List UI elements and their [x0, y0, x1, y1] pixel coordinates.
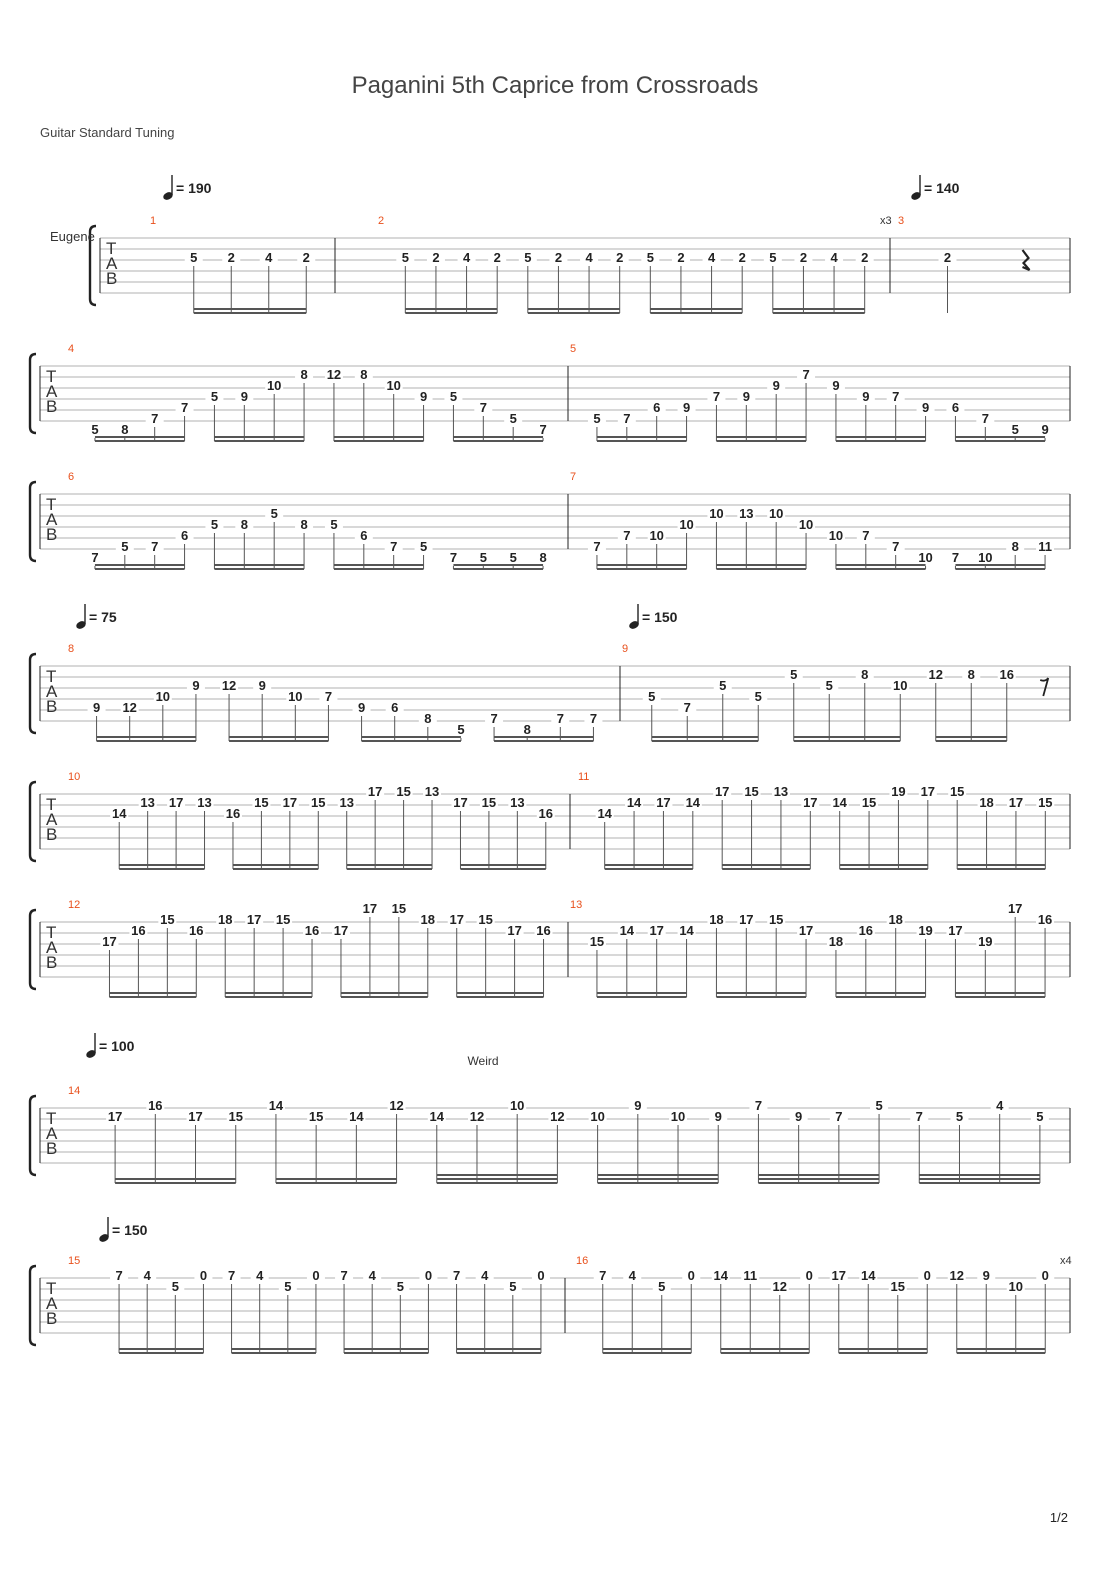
fret-number: 0: [312, 1268, 320, 1283]
fret-number: 7: [593, 539, 601, 554]
fret-number: 9: [1041, 422, 1049, 437]
fret-number: 5: [875, 1098, 883, 1113]
fret-number: 12: [550, 1109, 565, 1124]
tempo-marking: = 190: [176, 180, 212, 196]
fret-number: 13: [197, 795, 212, 810]
fret-number: 7: [599, 1268, 607, 1283]
fret-number: 9: [862, 389, 870, 404]
fret-number: 17: [449, 912, 464, 927]
fret-number: 2: [432, 250, 440, 265]
fret-number: 5: [457, 722, 465, 737]
fret-number: 16: [1037, 912, 1053, 927]
fret-number: 5: [270, 506, 278, 521]
fret-number: 10: [509, 1098, 525, 1113]
fret-number: 7: [479, 400, 487, 415]
fret-number: 17: [948, 923, 963, 938]
tab-clef-letter: A: [46, 510, 58, 529]
tempo-marking: = 150: [642, 609, 678, 625]
fret-number: 14: [619, 923, 635, 938]
fret-number: 12: [949, 1268, 964, 1283]
tab-clef-letter: B: [46, 1309, 58, 1328]
fret-number: 17: [831, 1268, 846, 1283]
fret-number: 18: [979, 795, 994, 810]
fret-number: 0: [537, 1268, 545, 1283]
fret-number: 7: [449, 550, 458, 565]
fret-number: 0: [424, 1268, 433, 1283]
tab-clef-letter: T: [46, 667, 57, 686]
fret-number: 9: [419, 389, 428, 404]
fret-number: 17: [333, 923, 349, 938]
fret-number: 7: [452, 1268, 461, 1283]
fret-number: 14: [713, 1268, 728, 1283]
fret-number: 2: [799, 250, 808, 265]
fret-number: 11: [743, 1268, 758, 1283]
fret-number: 7: [180, 400, 189, 415]
fret-number: 2: [302, 250, 310, 265]
fret-number: 5: [769, 250, 777, 265]
fret-number: 5: [658, 1279, 666, 1294]
section-marker: Weird: [467, 1054, 499, 1068]
tab-clef-letter: T: [46, 1279, 57, 1298]
fret-number: 7: [951, 550, 960, 565]
fret-number: 16: [225, 806, 241, 821]
fret-number: 18: [217, 912, 233, 927]
fret-number: 15: [589, 934, 605, 949]
fret-number: 10: [918, 550, 933, 565]
fret-number: 9: [258, 678, 266, 693]
tab-clef-letter: B: [46, 825, 58, 844]
fret-number: 5: [790, 667, 798, 682]
fret-number: 5: [330, 517, 338, 532]
measure-number: 10: [68, 771, 81, 783]
measure-number: 3: [898, 215, 905, 227]
fret-number: 10: [266, 378, 282, 393]
tab-clef-letter: B: [46, 397, 58, 416]
measure-number: 4: [68, 343, 75, 355]
fret-number: 15: [308, 1109, 324, 1124]
fret-number: 17: [920, 784, 936, 799]
fret-number: 12: [221, 678, 237, 693]
fret-number: 14: [597, 806, 612, 821]
fret-number: 10: [768, 506, 784, 521]
system-bracket: [30, 654, 36, 733]
tab-clef-letter: A: [46, 938, 58, 957]
fret-number: 10: [1008, 1279, 1023, 1294]
measure-number: 9: [622, 643, 629, 655]
fret-number: 10: [288, 689, 303, 704]
fret-number: 12: [122, 700, 137, 715]
fret-number: 16: [536, 923, 551, 938]
fret-number: 7: [390, 539, 398, 554]
fret-number: 10: [670, 1109, 686, 1124]
fret-number: 5: [509, 411, 517, 426]
fret-number: 0: [805, 1268, 813, 1283]
fret-number: 7: [754, 1098, 763, 1113]
fret-number: 17: [168, 795, 184, 810]
fret-number: 12: [326, 367, 342, 382]
fret-number: 8: [967, 667, 975, 682]
fret-number: 5: [509, 1279, 517, 1294]
fret-number: 2: [861, 250, 869, 265]
fret-number: 9: [357, 700, 366, 715]
fret-number: 15: [391, 901, 407, 916]
fret-number: 8: [300, 367, 308, 382]
fret-number: 16: [304, 923, 320, 938]
fret-number: 0: [687, 1268, 695, 1283]
fret-number: 5: [171, 1279, 179, 1294]
repeat-count: x3: [880, 215, 892, 227]
fret-number: 4: [481, 1268, 489, 1283]
fret-number: 7: [556, 711, 564, 726]
fret-number: 14: [268, 1098, 284, 1113]
fret-number: 16: [189, 923, 204, 938]
fret-number: 5: [646, 250, 654, 265]
fret-number: 9: [832, 378, 840, 393]
system-bracket: [30, 1096, 36, 1175]
fret-number: 4: [585, 250, 593, 265]
fret-number: 14: [679, 923, 694, 938]
fret-number: 13: [739, 506, 754, 521]
fret-number: 15: [890, 1279, 905, 1294]
fret-number: 16: [148, 1098, 163, 1113]
fret-number: 17: [107, 1109, 123, 1124]
tab-clef-letter: T: [46, 367, 57, 386]
fret-number: 19: [978, 934, 993, 949]
fret-number: 10: [828, 528, 844, 543]
fret-number: 7: [340, 1268, 348, 1283]
fret-number: 4: [830, 250, 838, 265]
fret-number: 15: [311, 795, 326, 810]
fret-number: 10: [386, 378, 401, 393]
fret-number: 15: [949, 784, 965, 799]
tab-clef-letter: A: [46, 1124, 58, 1143]
fret-number: 15: [1038, 795, 1053, 810]
sixteenth-rest-icon: [1040, 678, 1048, 696]
fret-number: 16: [999, 667, 1014, 682]
fret-number: 4: [265, 250, 273, 265]
system-bracket: [30, 1266, 36, 1345]
tab-clef-letter: B: [46, 1139, 58, 1158]
fret-number: 7: [324, 689, 333, 704]
fret-number: 17: [367, 784, 383, 799]
fret-number: 8: [424, 711, 432, 726]
fret-number: 7: [151, 539, 159, 554]
fret-number: 9: [634, 1098, 642, 1113]
measure-number: 6: [68, 471, 75, 483]
fret-number: 10: [649, 528, 664, 543]
fret-number: 16: [858, 923, 874, 938]
fret-number: 8: [1011, 539, 1019, 554]
fret-number: 9: [714, 1109, 722, 1124]
fret-number: 8: [523, 722, 531, 737]
fret-number: 10: [679, 517, 694, 532]
fret-number: 15: [478, 912, 493, 927]
fret-number: 18: [888, 912, 903, 927]
measure-number: 14: [68, 1085, 81, 1097]
fret-number: 15: [768, 912, 784, 927]
tab-clef-letter: T: [46, 1109, 57, 1128]
system-bracket: [30, 354, 36, 433]
fret-number: 9: [982, 1268, 990, 1283]
fret-number: 9: [742, 389, 750, 404]
fret-number: 5: [1036, 1109, 1044, 1124]
fret-number: 5: [593, 411, 601, 426]
fret-number: 10: [893, 678, 908, 693]
fret-number: 2: [227, 250, 235, 265]
fret-number: 7: [91, 550, 99, 565]
tab-clef-letter: B: [106, 269, 118, 288]
fret-number: 8: [300, 517, 308, 532]
fret-number: 7: [623, 411, 631, 426]
fret-number: 15: [744, 784, 759, 799]
fret-number: 17: [649, 923, 664, 938]
measure-number: 2: [378, 215, 385, 227]
tab-clef-letter: T: [46, 495, 57, 514]
fret-number: 7: [835, 1109, 843, 1124]
fret-number: 0: [1041, 1268, 1049, 1283]
fret-number: 10: [978, 550, 993, 565]
fret-number: 7: [683, 700, 691, 715]
fret-number: 7: [712, 389, 721, 404]
fret-number: 5: [1011, 422, 1019, 437]
tab-clef-letter: A: [46, 382, 58, 401]
fret-number: 4: [143, 1268, 151, 1283]
fret-number: 6: [180, 528, 189, 543]
measure-number: 12: [68, 899, 81, 911]
fret-number: 9: [921, 400, 930, 415]
fret-number: 15: [396, 784, 411, 799]
fret-number: 15: [160, 912, 175, 927]
fret-number: 17: [1007, 901, 1023, 916]
fret-number: 7: [862, 528, 870, 543]
fret-number: 9: [682, 400, 691, 415]
fret-number: 0: [199, 1268, 208, 1283]
fret-number: 17: [803, 795, 818, 810]
tempo-marking: = 140: [924, 180, 960, 196]
measure-number: 5: [570, 343, 577, 355]
fret-number: 2: [554, 250, 563, 265]
fret-number: 16: [131, 923, 146, 938]
tab-clef-letter: A: [106, 254, 118, 273]
fret-number: 2: [943, 250, 952, 265]
fret-number: 5: [401, 250, 409, 265]
tempo-marking: = 75: [89, 609, 117, 625]
fret-number: 9: [92, 700, 101, 715]
tab-clef-letter: T: [106, 239, 117, 258]
fret-number: 12: [389, 1098, 404, 1113]
fret-number: 2: [493, 250, 501, 265]
fret-number: 17: [188, 1109, 203, 1124]
fret-number: 10: [155, 689, 171, 704]
fret-number: 6: [951, 400, 960, 415]
track-name: Eugene: [50, 229, 95, 244]
fret-number: 6: [360, 528, 368, 543]
measure-number: 13: [570, 899, 583, 911]
measure-number: 16: [576, 1255, 589, 1267]
tab-clef-letter: T: [46, 923, 57, 942]
fret-number: 7: [227, 1268, 236, 1283]
fret-number: 5: [754, 689, 762, 704]
fret-number: 19: [918, 923, 933, 938]
system-bracket: [30, 782, 36, 861]
fret-number: 5: [719, 678, 727, 693]
tab-clef-letter: B: [46, 953, 58, 972]
fret-number: 7: [589, 711, 598, 726]
fret-number: 5: [121, 539, 129, 554]
page-number: 1/2: [1049, 1510, 1068, 1525]
fret-number: 7: [490, 711, 498, 726]
fret-number: 10: [798, 517, 814, 532]
fret-number: 11: [1038, 539, 1052, 554]
fret-number: 17: [507, 923, 522, 938]
measure-number: 11: [578, 771, 590, 783]
fret-number: 13: [140, 795, 155, 810]
fret-number: 13: [424, 784, 440, 799]
fret-number: 12: [928, 667, 943, 682]
fret-number: 17: [102, 934, 117, 949]
fret-number: 9: [192, 678, 200, 693]
fret-number: 9: [240, 389, 248, 404]
measure-number: 7: [570, 471, 577, 483]
fret-number: 5: [524, 250, 532, 265]
fret-number: 15: [481, 795, 497, 810]
fret-number: 15: [228, 1109, 243, 1124]
fret-number: 8: [539, 550, 547, 565]
fret-number: 4: [256, 1268, 264, 1283]
fret-number: 18: [420, 912, 436, 927]
fret-number: 14: [349, 1109, 364, 1124]
score-title: Paganini 5th Caprice from Crossroads: [351, 72, 759, 99]
fret-number: 14: [832, 795, 847, 810]
fret-number: 14: [861, 1268, 876, 1283]
fret-number: 8: [360, 367, 368, 382]
tab-clef-letter: A: [46, 1294, 58, 1313]
fret-number: 17: [453, 795, 468, 810]
fret-number: 17: [246, 912, 262, 927]
measure-number: 1: [150, 215, 157, 227]
fret-number: 7: [915, 1109, 923, 1124]
fret-number: 7: [802, 367, 810, 382]
fret-number: 17: [282, 795, 298, 810]
fret-number: 0: [923, 1268, 931, 1283]
fret-number: 14: [111, 806, 127, 821]
fret-number: 5: [955, 1109, 964, 1124]
tab-clef-letter: A: [46, 810, 58, 829]
fret-number: 2: [738, 250, 746, 265]
fret-number: 14: [429, 1109, 445, 1124]
fret-number: 4: [628, 1268, 636, 1283]
fret-number: 17: [656, 795, 671, 810]
fret-number: 17: [739, 912, 754, 927]
fret-number: 7: [539, 422, 547, 437]
fret-number: 15: [254, 795, 269, 810]
fret-number: 9: [772, 378, 780, 393]
measure-number: 8: [68, 643, 75, 655]
fret-number: 7: [623, 528, 631, 543]
fret-number: 18: [828, 934, 844, 949]
fret-number: 5: [190, 250, 198, 265]
fret-number: 6: [653, 400, 661, 415]
fret-number: 18: [709, 912, 724, 927]
fret-number: 7: [115, 1268, 123, 1283]
fret-number: 5: [284, 1279, 292, 1294]
fret-number: 12: [772, 1279, 787, 1294]
fret-number: 7: [892, 389, 900, 404]
tab-clef-letter: B: [46, 525, 58, 544]
fret-number: 7: [151, 411, 159, 426]
fret-number: 17: [362, 901, 378, 916]
fret-number: 10: [709, 506, 724, 521]
tab-clef-letter: T: [46, 795, 57, 814]
system-bracket: [30, 910, 36, 989]
fret-number: 5: [396, 1279, 404, 1294]
fret-number: 5: [210, 517, 219, 532]
fret-number: 4: [462, 250, 471, 265]
tab-clef-letter: A: [46, 682, 58, 701]
tempo-marking: = 150: [112, 1222, 148, 1238]
tuning-label: Guitar Standard Tuning: [40, 125, 175, 140]
fret-number: 4: [707, 250, 716, 265]
fret-number: 7: [892, 539, 900, 554]
fret-number: 5: [648, 689, 656, 704]
fret-number: 13: [773, 784, 789, 799]
fret-number: 8: [240, 517, 248, 532]
fret-number: 8: [121, 422, 129, 437]
fret-number: 2: [616, 250, 624, 265]
fret-number: 5: [479, 550, 487, 565]
fret-number: 5: [210, 389, 219, 404]
measure-number: 15: [68, 1255, 81, 1267]
fret-number: 17: [714, 784, 730, 799]
fret-number: 4: [368, 1268, 376, 1283]
fret-number: 5: [449, 389, 458, 404]
fret-number: 14: [685, 795, 701, 810]
tempo-marking: = 100: [99, 1038, 135, 1054]
fret-number: 5: [419, 539, 428, 554]
system-bracket: [30, 482, 36, 561]
fret-number: 15: [861, 795, 877, 810]
fret-number: 14: [626, 795, 642, 810]
fret-number: 16: [538, 806, 554, 821]
fret-number: 5: [825, 678, 833, 693]
repeat-count: x4: [1060, 1255, 1072, 1267]
tab-clef-letter: B: [46, 697, 58, 716]
fret-number: 4: [996, 1098, 1004, 1113]
fret-number: 5: [91, 422, 99, 437]
fret-number: 13: [510, 795, 525, 810]
fret-number: 7: [981, 411, 989, 426]
fret-number: 10: [590, 1109, 605, 1124]
fret-number: 19: [891, 784, 906, 799]
fret-number: 17: [798, 923, 814, 938]
fret-number: 15: [275, 912, 291, 927]
fret-number: 17: [1008, 795, 1024, 810]
fret-number: 2: [677, 250, 685, 265]
fret-number: 12: [469, 1109, 485, 1124]
fret-number: 13: [339, 795, 354, 810]
fret-number: 9: [795, 1109, 803, 1124]
fret-number: 6: [391, 700, 399, 715]
fret-number: 8: [861, 667, 869, 682]
fret-number: 5: [509, 550, 517, 565]
